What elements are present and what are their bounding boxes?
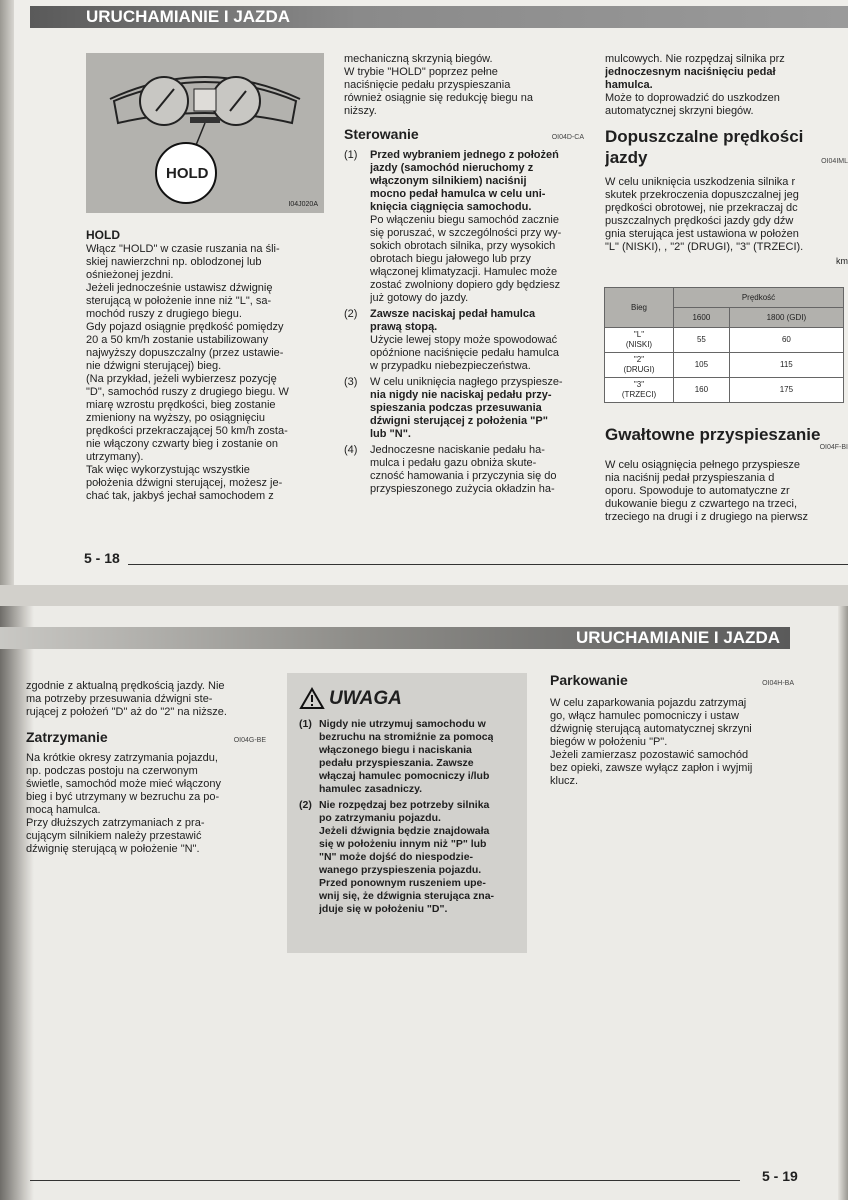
text-line: jednoczesnym naciśnięciu pedał	[605, 66, 776, 78]
text-line: Włącz "HOLD" w czasie ruszania na śli-	[86, 243, 280, 255]
table-header-speed: Prędkość	[674, 288, 844, 308]
permitted-speeds-heading: Dopuszczalne prędkości	[605, 127, 804, 146]
gear-code: "3"	[633, 380, 645, 389]
text-line: włączaj hamulec pomocniczy i/lub	[319, 770, 490, 782]
text-span: mulcowych. Nie rozpędzaj silnika prz	[605, 53, 785, 65]
sterowanie-heading: Sterowanie	[344, 126, 419, 142]
text-line: bez opieki, zawsze wyłącz zapłon i wyjmij	[550, 762, 753, 774]
text-line: automatycznej skrzyni biegów.	[605, 105, 754, 117]
text-line: "D", samochód ruszy z drugiego biegu. W	[86, 386, 289, 398]
text-line: bezruchu na stromiźnie za pomocą	[319, 731, 494, 743]
bottom-col3	[550, 672, 794, 788]
text-line: mechaniczną skrzynią biegów.	[344, 53, 493, 65]
instrument-cluster-illustration	[86, 53, 324, 213]
text-line: wanego przyspieszenia pojazdu.	[319, 864, 482, 876]
text-line: W celu zaparkowania pojazdu zatrzymaj	[550, 697, 747, 709]
gear-code: "L"	[633, 330, 645, 339]
text-line: W celu osiągnięcia pełnego przyspiesze	[605, 459, 801, 471]
text-line: mocą hamulca.	[26, 804, 101, 816]
text-line: po zatrzymaniu pojazdu.	[319, 812, 441, 824]
text-line: położenia dźwigni sterującej, możesz je-	[86, 477, 283, 489]
text-line: hamulec zasadniczy.	[319, 783, 423, 795]
text-line: trzeciego na drugi i z drugiego na pierwsz	[605, 511, 809, 523]
sterowanie-heading-row	[344, 126, 584, 143]
text-line: go, włącz hamulec pomocniczy i ustaw	[550, 710, 739, 722]
top-page	[0, 0, 848, 585]
warning-item	[299, 799, 527, 916]
text-line: jduje się w położeniu "D".	[319, 903, 448, 915]
text-line: nie włączony czwarty bieg i zostanie on	[86, 438, 278, 450]
text-line: dźwignię sterującą w położenie "N".	[26, 843, 200, 855]
text-line: skutek przekroczenia dopuszczalnej jeg	[605, 189, 799, 201]
gear-name: (TRZECI)	[621, 390, 657, 399]
table-cell: 105	[674, 353, 730, 378]
text-line: Nie rozpędzaj bez potrzeby silnika	[319, 799, 490, 811]
text-line: ośnieżonej jezdni.	[86, 269, 174, 281]
permitted-speeds-heading-2: jazdy	[605, 148, 648, 167]
gear-code: "2"	[633, 355, 645, 364]
text-line: Na krótkie okresy zatrzymania pojazdu,	[26, 752, 218, 764]
text-line: Jeżeli dźwignia będzie znajdowała	[319, 825, 490, 837]
text-line: knięcia ciągnięcia samochodu.	[370, 201, 532, 213]
text-line: Przed ponownym ruszeniem upe-	[319, 877, 486, 889]
text-line: prędkości przekraczającej 50 km/h zosta-	[86, 425, 288, 437]
text-line: świetle, samochód może mieć włączony	[26, 778, 222, 790]
zatrzymanie-heading: Zatrzymanie	[26, 729, 108, 745]
text-line: prędkości obrotowej, nie przekraczaj dc	[605, 202, 798, 214]
text-line: W trybie "HOLD" poprzez pełne	[344, 66, 498, 78]
page-gap	[0, 585, 848, 606]
parkowanie-heading-row	[550, 672, 794, 689]
bottom-col1	[26, 680, 266, 856]
section-code: OI04IML	[821, 158, 848, 165]
list-number: (1)	[299, 718, 312, 730]
text-line: również osiągnie się redukcję biegu na	[344, 92, 533, 104]
text-line: spieszania podczas przesuwania	[370, 402, 542, 414]
instrument-cluster-figure	[86, 53, 324, 213]
top-col1	[86, 228, 324, 503]
table-cell: 160	[674, 378, 730, 403]
text-line: Przed wybraniem jednego z położeń	[370, 149, 559, 161]
page-number: 5 - 18	[84, 550, 120, 566]
top-page-header-title: URUCHAMIANIE I JAZDA	[86, 7, 290, 26]
text-line: naciśnięcie pedału przyspieszania	[344, 79, 511, 91]
bottom-page	[0, 606, 848, 1200]
speed-table	[604, 287, 844, 403]
list-item	[344, 376, 584, 441]
warning-item	[299, 718, 527, 796]
text-line: mocno pedał hamulca w celu uni-	[370, 188, 546, 200]
text-line: "N" może dojść do niespodzie-	[319, 851, 474, 863]
text-line: dźwignię sterującą automatycznej skrzyni	[550, 723, 752, 735]
text-line: ma potrzeby przesuwania dźwigni ste-	[26, 693, 213, 705]
section-code: OI04G-BE	[233, 737, 266, 744]
text-line: np. podczas postoju na czerwonym	[26, 765, 198, 777]
table-header-gear: Bieg	[605, 288, 674, 328]
bottom-page-header-title: URUCHAMIANIE I JAZDA	[576, 628, 780, 647]
text-line: zostać zwolniony dopiero gdy będziesz	[370, 279, 561, 291]
gear-name: (DRUGI)	[623, 365, 655, 374]
text-line: puszczalnych prędkości jazdy gdy dźw	[605, 215, 794, 227]
table-row	[605, 378, 844, 403]
top-page-header-bar	[30, 6, 848, 28]
text-line: jazdy (samochód nieruchomy z	[370, 162, 534, 174]
text-line: miarę wzrostu prędkości, bieg zostanie	[86, 399, 276, 411]
unit-label: km	[836, 256, 848, 266]
text-line: włączonym silnikiem) naciśnij	[370, 175, 527, 187]
list-item	[344, 444, 584, 496]
table-row	[605, 353, 844, 378]
zatrzymanie-heading-row	[26, 729, 266, 746]
text-line: nia naciśnij pedał przyspieszania d	[605, 472, 775, 484]
page-number: 5 - 19	[762, 1168, 798, 1184]
text-line: (Na przykład, jeżeli wybierzesz pozycję	[86, 373, 277, 385]
text-line: Zawsze naciskaj pedał hamulca	[370, 308, 536, 320]
text-line: 20 a 50 km/h zostanie ustabilizowany	[86, 334, 269, 346]
warning-title-row	[299, 687, 527, 710]
text-line: sokich obrotach silnika, przy wysokich	[370, 240, 556, 252]
table-cell: 115	[729, 353, 843, 378]
text-line: się w położeniu innym niż "P" lub	[319, 838, 487, 850]
text-line: nie dźwigni sterującej) bieg.	[86, 360, 222, 372]
figure-code: I04J020A	[288, 201, 318, 208]
text-line: przyspieszonego zużycia okładzin ha-	[370, 483, 555, 495]
text-line: Jeżeli jednocześnie ustawisz dźwignię	[86, 282, 273, 294]
section-code: OI04D-CA	[551, 134, 584, 141]
bottom-page-header-bar	[0, 627, 790, 649]
text-line: się poruszać, w szczególności przy wy-	[370, 227, 562, 239]
text-line: "L" (NISKI), , "2" (DRUGI), "3" (TRZECI).	[605, 241, 804, 253]
hold-heading: HOLD	[86, 228, 120, 242]
top-col3	[605, 53, 848, 268]
text-line: W celu uniknięcia nagłego przyspiesze-	[370, 376, 563, 388]
text-line: cującym silnikiem należy przestawić	[26, 830, 202, 842]
table-cell: 55	[674, 328, 730, 353]
text-line: nia nigdy nie naciskaj pedału przy-	[370, 389, 552, 401]
list-number: (2)	[299, 799, 312, 811]
text-line: Tak więc wykorzystując wszystkie	[86, 464, 250, 476]
text-line: bieg i być utrzymany w bezruchu za po-	[26, 791, 220, 803]
text-line: mochód ruszy z drugiego biegu.	[86, 308, 242, 320]
text-line: gnia sterująca jest ustawiona w położen	[605, 228, 799, 240]
text-line: hamulca.	[605, 79, 653, 91]
list-item	[344, 149, 584, 305]
list-number: (3)	[344, 376, 358, 388]
section-code: OI04F-BI	[819, 444, 848, 451]
heading-row	[605, 147, 848, 168]
table-cell-gear	[605, 378, 674, 403]
warning-title: UWAGA	[329, 687, 402, 709]
text-line: utrzymany).	[86, 451, 144, 463]
top-page-binding-shadow	[0, 0, 14, 585]
table-subheader: 1600	[674, 308, 730, 328]
list-number: (2)	[344, 308, 358, 320]
text-line: sterującą w położenie inne niż "L", sa-	[86, 295, 272, 307]
text-line: Nigdy nie utrzymuj samochodu w	[319, 718, 486, 730]
text-line: Jeżeli zamierzasz pozostawić samochód	[550, 749, 749, 761]
table-row	[605, 328, 844, 353]
list-number: (1)	[344, 149, 358, 161]
text-line: dźwigni sterującej z położenia "P"	[370, 415, 548, 427]
text-line: Przy dłuższych zatrzymaniach z pra-	[26, 817, 205, 829]
text-line: włączonej klimatyzacji. Hamulec może	[370, 266, 558, 278]
text-line: zmieniony na wyższy, po osiągnięciu	[86, 412, 265, 424]
text-line: najwyższy dopuszczalny (przez ustawie-	[86, 347, 284, 359]
text-line: niższy.	[344, 105, 377, 117]
text-line: mulca i pedału gazu obniża skute-	[370, 457, 537, 469]
text-line	[605, 53, 848, 66]
text-line: obrotach biegu jałowego lub przy	[370, 253, 531, 265]
list-item	[344, 308, 584, 373]
top-col3-lower	[605, 424, 848, 524]
text-line: oporu. Spowoduje to automatyczne zr	[605, 485, 790, 497]
acceleration-heading: Gwałtowne przyspieszanie	[605, 425, 821, 444]
text-line: opóźnione naciśnięcie pedału hamulca	[370, 347, 559, 359]
footer-rule	[30, 1180, 740, 1181]
text-line: włączonego biegu i naciskania	[319, 744, 472, 756]
text-line: rującej z położeń "D" aż do "2" na niższe.	[26, 706, 227, 718]
text-line: lub "N".	[370, 428, 411, 440]
top-col2	[344, 53, 584, 496]
text-line: Użycie lewej stopy może spowodować	[370, 334, 558, 346]
list-number: (4)	[344, 444, 358, 456]
text-line: w przypadku niebezpieczeństwa.	[370, 360, 531, 372]
text-line: Gdy pojazd osiągnie prędkość pomiędzy	[86, 321, 284, 333]
text-line: biegów w położeniu "P".	[550, 736, 668, 748]
footer-rule	[128, 564, 848, 565]
text-line: zgodnie z aktualną prędkością jazdy. Nie	[26, 680, 225, 692]
text-line: prawą stopą.	[370, 321, 438, 333]
bottom-page-edge-shadow	[838, 606, 848, 1200]
parkowanie-heading: Parkowanie	[550, 672, 628, 688]
text-line: chać tak, jakbyś jechał samochodem z	[86, 490, 274, 502]
table-cell: 60	[729, 328, 843, 353]
text-line: dukowanie biegu z czwartego na trzeci,	[605, 498, 797, 510]
text-line: już gotowy do jazdy.	[370, 292, 469, 304]
text-line: czność hamowania i przyczynia się do	[370, 470, 557, 482]
text-line: Po włączeniu biegu samochód zacznie	[370, 214, 559, 226]
text-line: W celu uniknięcia uszkodzenia silnika r	[605, 176, 796, 188]
text-line: klucz.	[550, 775, 579, 787]
text-line: pedału przyspieszania. Zawsze	[319, 757, 474, 769]
warning-box	[287, 673, 527, 953]
hold-callout-label: HOLD	[166, 165, 209, 182]
text-line: skiej nawierzchni np. oblodzonej lub	[86, 256, 262, 268]
section-code: OI04H-BA	[762, 680, 794, 687]
table-cell-gear	[605, 353, 674, 378]
warning-triangle-icon	[299, 687, 325, 710]
gear-name: (NISKI)	[625, 340, 653, 349]
text-line: Może to doprowadzić do uszkodzen	[605, 92, 780, 104]
text-line: Jednoczesne naciskanie pedału ha-	[370, 444, 545, 456]
table-cell-gear	[605, 328, 674, 353]
table-cell: 175	[729, 378, 843, 403]
text-line: wnij się, że dźwignia sterująca zna-	[319, 890, 495, 902]
table-subheader: 1800 (GDI)	[729, 308, 843, 328]
